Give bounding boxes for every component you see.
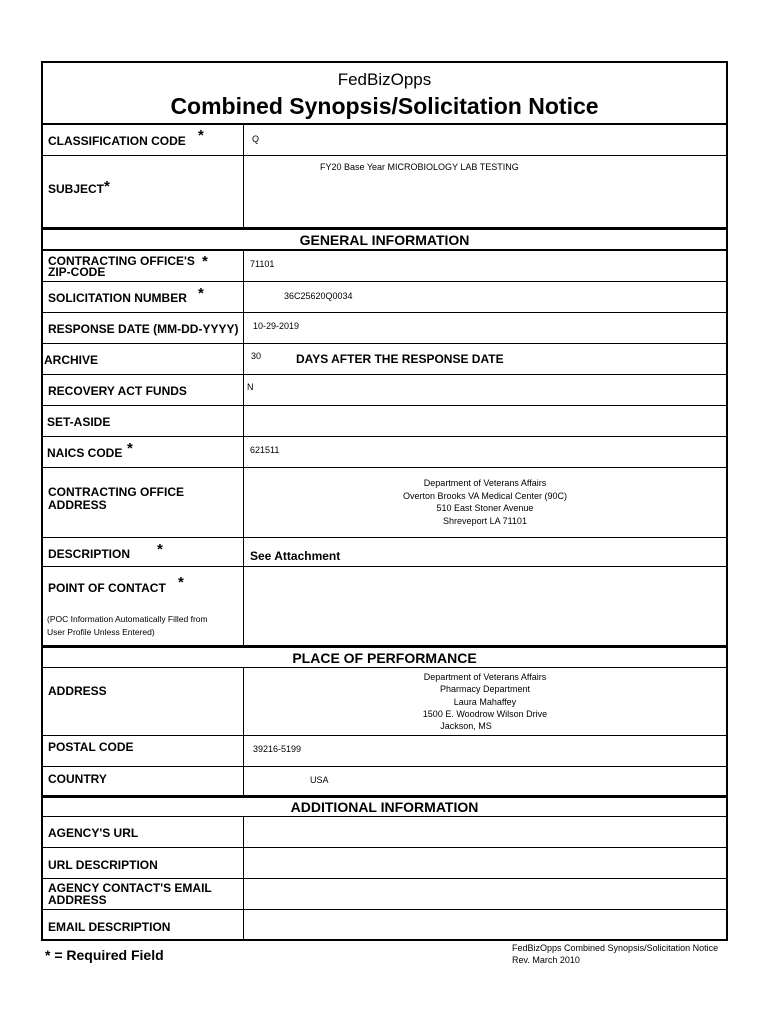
row-contracting-office-address [43, 468, 726, 538]
description-value: See Attachment [250, 549, 341, 563]
header-top: FedBizOpps [337, 70, 432, 89]
row-naics-code [43, 437, 726, 468]
row-solicitation-number [43, 282, 726, 313]
solicitation-number-label: SOLICITATION NUMBER [48, 291, 187, 305]
solicitation-number-value: 36C25620Q0034 [284, 291, 353, 301]
archive-label: ARCHIVE [44, 353, 99, 367]
subject-field[interactable] [244, 156, 726, 227]
agency-url-field[interactable] [244, 817, 726, 847]
point-of-contact-note: (POC Information Automatically Filled from User Profile Unless Entered) [47, 614, 208, 637]
row-email-description [43, 910, 726, 941]
agency-email-label: AGENCY CONTACT'S EMAIL ADDRESS [48, 881, 212, 907]
row-description [43, 538, 726, 567]
row-url-description [43, 848, 726, 879]
country-label: COUNTRY [48, 772, 107, 786]
archive-field[interactable] [244, 344, 726, 374]
row-postal-code [43, 736, 726, 767]
contracting-office-address-label: CONTRACTING OFFICE ADDRESS [48, 485, 184, 512]
recovery-act-funds-value: N [247, 382, 254, 392]
notice-form [41, 61, 728, 941]
set-aside-label: SET-ASIDE [47, 415, 111, 429]
point-of-contact-field[interactable] [244, 567, 726, 645]
agency-email-field[interactable] [244, 879, 726, 909]
form-title: Combined Synopsis/Solicitation Notice [170, 93, 599, 119]
email-description-label: EMAIL DESCRIPTION [48, 920, 171, 934]
required-marker: * [202, 253, 208, 270]
classification-code-field[interactable] [244, 125, 726, 155]
row-classification-code [43, 125, 726, 156]
pop-address-label: ADDRESS [48, 684, 107, 698]
form-name: FedBizOpps Combined Synopsis/Solicitation Notice [512, 943, 719, 953]
row-subject [43, 156, 726, 228]
archive-value: 30 [251, 351, 262, 361]
row-recovery-act-funds [43, 375, 726, 406]
subject-value: FY20 Base Year MICROBIOLOGY LAB TESTING [320, 162, 519, 172]
row-archive [43, 344, 726, 375]
required-marker: * [157, 541, 163, 558]
required-marker: * [127, 440, 133, 457]
classification-code-value: Q [252, 134, 260, 144]
archive-suffix: DAYS AFTER THE RESPONSE DATE [296, 352, 504, 366]
section-general-information [43, 228, 726, 251]
pop-address-value: Department of Veterans Affairs Pharmacy Department Laura Mahaffey 1500 E. Woodrow Wilson Drive Jackson, MS [422, 672, 548, 732]
description-field[interactable] [244, 538, 726, 566]
response-date-value: 10-29-2019 [253, 321, 300, 331]
solicitation-number-field[interactable] [244, 282, 726, 312]
country-value: USA [310, 775, 329, 785]
agency-url-label: AGENCY'S URL [48, 826, 139, 840]
row-agency-email [43, 879, 726, 910]
recovery-act-funds-label: RECOVERY ACT FUNDS [48, 384, 187, 398]
required-field-note: * = Required Field [45, 947, 164, 963]
recovery-act-funds-field[interactable] [244, 375, 726, 405]
row-point-of-contact [43, 567, 726, 646]
section-place-of-performance [43, 646, 726, 668]
general-information-heading: GENERAL INFORMATION [299, 232, 470, 248]
set-aside-field[interactable] [244, 406, 726, 436]
email-description-field[interactable] [244, 910, 726, 941]
postal-code-value: 39216-5199 [253, 744, 302, 754]
additional-information-heading: ADDITIONAL INFORMATION [290, 799, 479, 815]
row-agency-url [43, 817, 726, 848]
required-marker: * [198, 285, 204, 302]
postal-code-label: POSTAL CODE [48, 740, 134, 754]
required-marker: * [198, 127, 204, 144]
row-set-aside [43, 406, 726, 437]
country-field[interactable] [244, 767, 726, 795]
point-of-contact-label: POINT OF CONTACT [48, 581, 166, 595]
row-country [43, 767, 726, 796]
response-date-field[interactable] [244, 313, 726, 343]
form-header [43, 63, 726, 125]
response-date-label: RESPONSE DATE (MM-DD-YYYY) [48, 322, 239, 336]
pop-address-field[interactable] [244, 668, 726, 735]
contracting-office-address-value: Department of Veterans Affairs Overton Brooks VA Medical Center (90C) 510 East Stoner Avenue Shreveport LA 71101 [403, 478, 567, 526]
section-additional-information [43, 796, 726, 817]
naics-code-label: NAICS CODE [47, 446, 123, 460]
required-marker: * [178, 574, 184, 591]
row-response-date [43, 313, 726, 344]
url-description-label: URL DESCRIPTION [48, 858, 158, 872]
required-marker: * [104, 178, 110, 195]
subject-label: SUBJECT [48, 182, 105, 196]
classification-code-label: CLASSIFICATION CODE [48, 134, 186, 148]
form-revision-info [512, 942, 718, 966]
postal-code-field[interactable] [244, 736, 726, 766]
naics-code-field[interactable] [244, 437, 726, 467]
contracting-office-address-field[interactable] [244, 468, 726, 537]
place-of-performance-heading: PLACE OF PERFORMANCE [292, 650, 477, 666]
zip-code-field[interactable] [244, 251, 726, 281]
zip-code-label: CONTRACTING OFFICE'S ZIP-CODE [48, 254, 195, 279]
description-label: DESCRIPTION [48, 547, 131, 561]
zip-code-value: 71101 [250, 259, 275, 269]
form-revision: Rev. March 2010 [512, 955, 580, 965]
row-zip-code [43, 251, 726, 282]
url-description-field[interactable] [244, 848, 726, 878]
naics-code-value: 621511 [250, 445, 280, 455]
row-pop-address [43, 668, 726, 736]
